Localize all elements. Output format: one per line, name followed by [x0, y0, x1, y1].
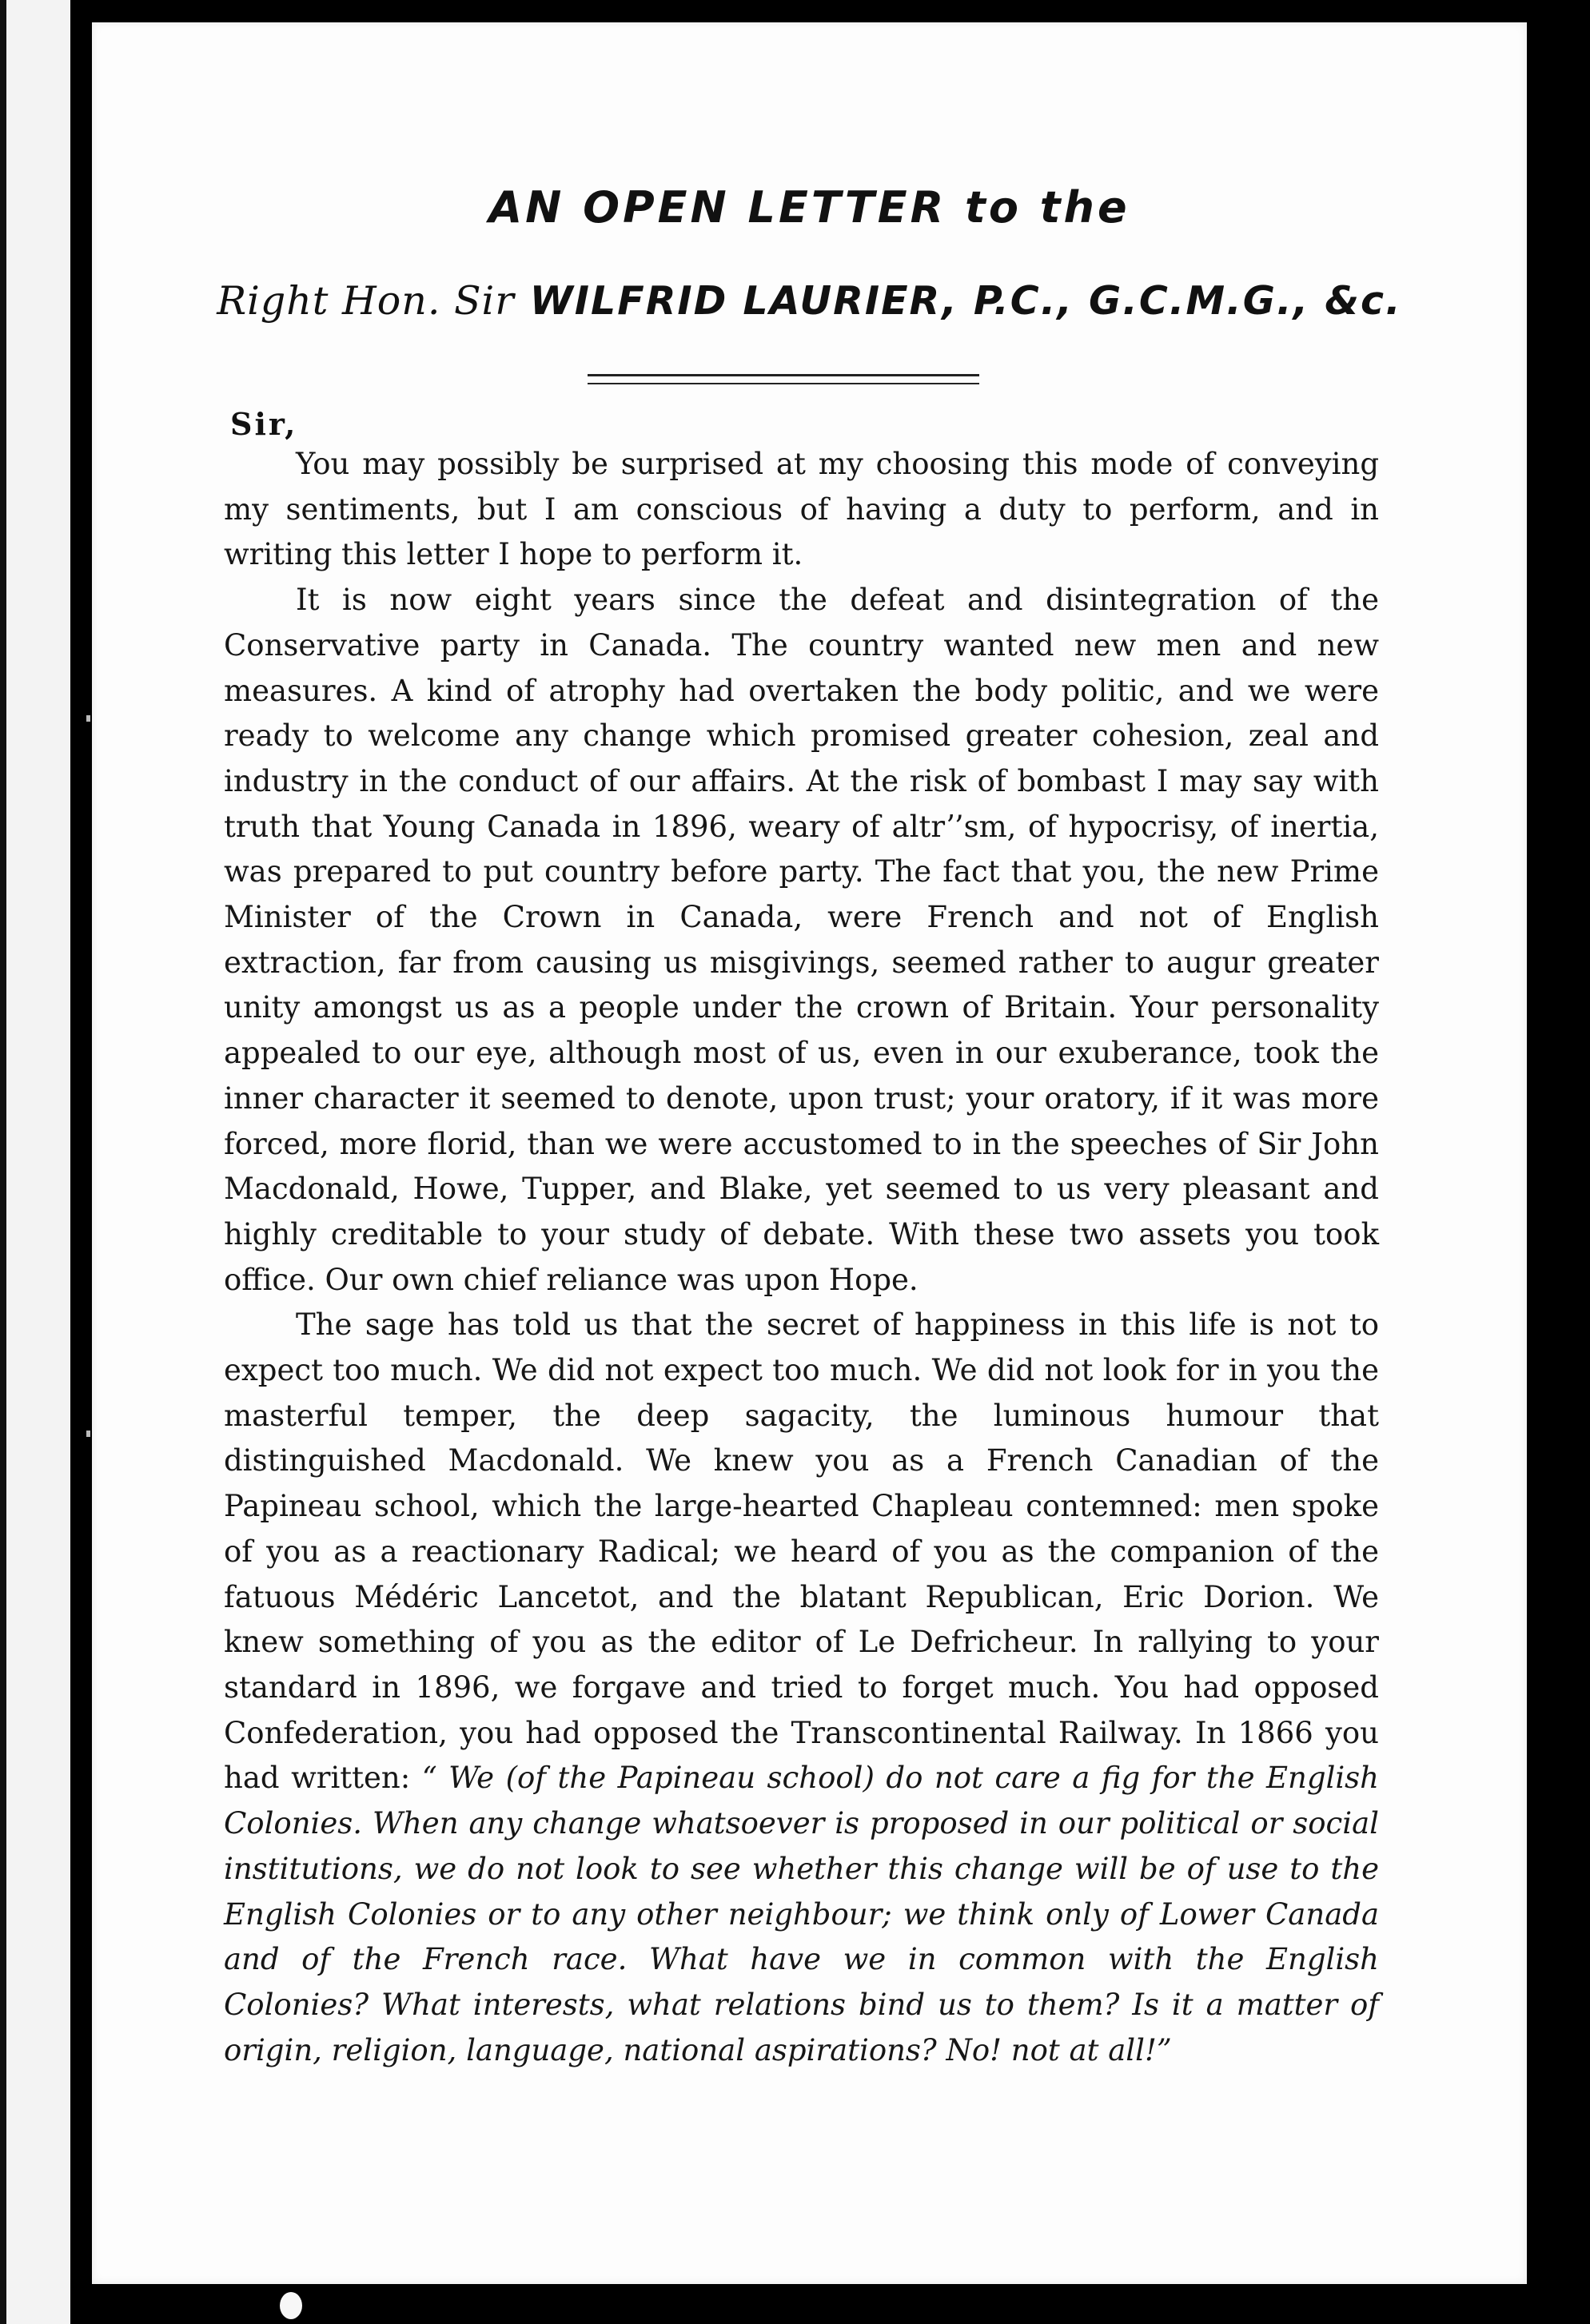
letter-body: [224, 442, 1379, 2073]
paragraph-3: [224, 1303, 1379, 2073]
scan-speck: [86, 1431, 90, 1437]
scan-blemish: [280, 2292, 302, 2319]
paragraph-3-text: The sage has told us that the secret of happiness in this life is not to expect too much. We did not expect too much. We did not look for in you the masterful temper, the deep sagacity, the luminous humour that distinguished Macdonald. We knew you as a French Canadian of the Papineau school, which the large-hearted Chapleau contemned: men spoke of you as a reactionary Radical; we heard of you as the companion of the fatuous Médéric Lancetot, and the blatant Republican, Eric Dorion. We knew something of you as the editor of Le Defricheur. In rallying to your standard in 1896, we forgave and tried to forget much. You had opposed Confederation, you had opposed the Transcontinental Railway. In 1866 you had written:: [224, 1307, 1379, 1796]
letter-addressee: [92, 278, 1527, 324]
title-divider: [588, 374, 979, 384]
paragraph-2: It is now eight years since the defeat and disintegration of the Conservative party in Canada. The country wanted new men and new measures. A kind of atrophy had overtaken the body politic, and we were ready to welcome any change which promised greater cohesion, zeal and industry in the conduct of our affairs. At the risk of bombast I may say with truth that Young Canada in 1896, weary of altrʼ’sm, of hypocrisy, of inertia, was prepared to put country before party. The fact that you, the new Prime Minister of the Crown in Canada, were French and not of English extraction, far from causing us misgivings, seemed rather to augur greater unity amongst us as a people under the crown of Britain. Your personality appealed to our eye, although most of us, even in our exuberance, took the inner character it seemed to denote, upon trust; your oratory, if it was more forced, more florid, than we were accustomed to in the speeches of Sir John Macdonald, Howe, Tupper, and Blake, yet seemed to us very pleasant and highly creditable to your study of debate. With these two assets you took office. Our own chief reliance was upon Hope.: [224, 583, 1379, 1297]
document-page: [92, 22, 1527, 2284]
salutation: Sir,: [230, 406, 298, 442]
quoted-passage: “ We (of the Papineau school) do not care a fig for the English Colonies. When any change whatsoever is proposed in our political or social institutions, we do not look to see whether this change will be of use to the English Colonies or to any other neighbour; we think only of Lower Canada and of the French race. What have we in common with the English Colonies? What interests, what relations bind us to them? Is it a matter of origin, religion, language, national aspirations? No! not at all!”: [224, 1761, 1379, 2067]
letter-title: AN OPEN LETTER to the: [488, 182, 1130, 233]
facing-page-edge: [0, 0, 70, 2324]
page-edge-mark: [1472, 1077, 1480, 1095]
addressee-name: WILFRID LAURIER, P.C., G.C.M.G., &c.: [514, 278, 1402, 324]
binding-shadow: [70, 0, 90, 2324]
paragraph-1: You may possibly be surprised at my choosing this mode of conveying my sentiments, but I am conscious of having a duty to perform, and in writing this letter I hope to perform it.: [224, 447, 1379, 572]
addressee-prefix: Right Hon. Sir: [217, 278, 515, 324]
scan-border: [0, 0, 6, 2324]
scan-speck: [86, 715, 90, 722]
